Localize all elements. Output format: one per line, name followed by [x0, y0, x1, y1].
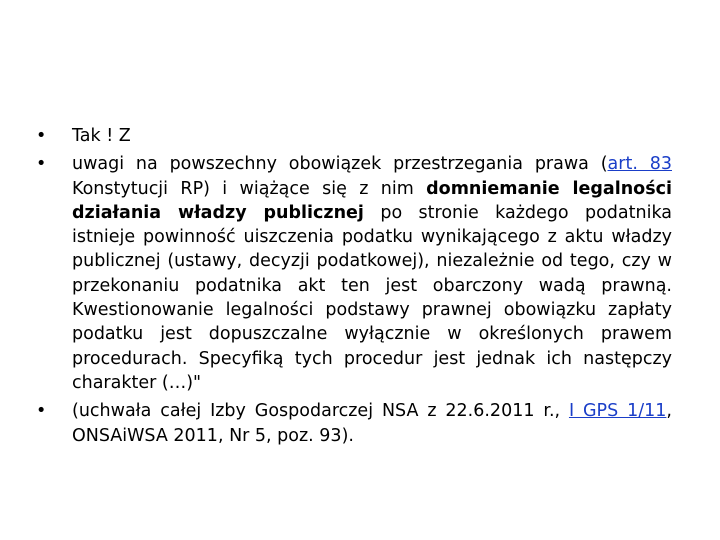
- bullet-list: [36, 124, 672, 452]
- bullet-item-3: [36, 399, 672, 448]
- article-83-link[interactable]: art. 83: [607, 154, 672, 175]
- case-number-link[interactable]: I GPS 1/11: [568, 401, 667, 422]
- bullet-text: (uchwała całej Izby Gospodarczej NSA z 22.6.2011 r.,: [72, 401, 569, 422]
- bullet-text: , ONSAiWSA 2011, Nr 5, poz. 93).: [72, 401, 672, 446]
- bullet-text: Konstytucji RP) i wiążące się z nim: [72, 178, 427, 199]
- bullet-icon: •: [36, 401, 47, 422]
- bold-phrase: domniemanie legalności działania władzy publicznej: [72, 178, 672, 223]
- bullet-text: po stronie każdego podatnika istnieje powinność uiszczenia podatku wynikającego z aktu władzy publicznej (ustawy, decyzji podatkowej), niezależnie od tego, czy w przekonaniu podatnika akt ten jest obarczony wadą prawną. Kwestionowanie legalności podstawy prawnej obowiązku zapłaty podatku jest dopuszczalne wyłącznie w określonych prawem procedurach. Specyfiką tych procedur jest jednak ich następczy charakter (…)": [72, 202, 672, 393]
- bullet-text: Tak ! Z: [72, 126, 131, 146]
- bullet-icon: •: [36, 154, 47, 175]
- bullet-icon: •: [36, 126, 47, 146]
- bullet-item-1: [36, 124, 672, 148]
- bullet-text: uwagi na powszechny obowiązek przestrzegania prawa (: [72, 154, 608, 175]
- bullet-item-2: [36, 152, 672, 395]
